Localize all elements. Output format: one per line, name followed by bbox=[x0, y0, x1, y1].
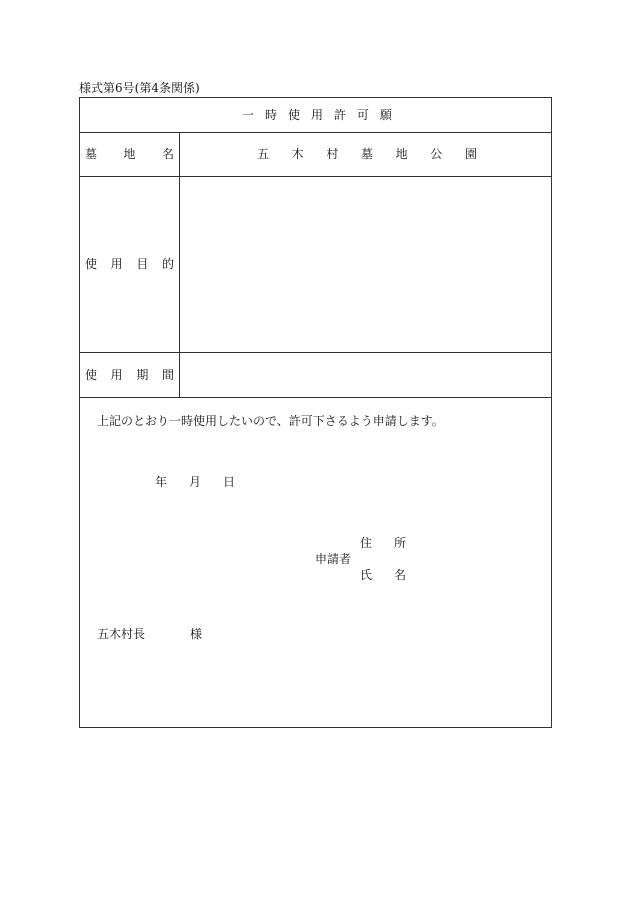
date-year: 年 bbox=[155, 475, 168, 489]
label-char: 目 bbox=[136, 257, 149, 271]
usage-period-row bbox=[80, 352, 551, 398]
usage-purpose-label-cell bbox=[80, 176, 180, 352]
field-char: 名 bbox=[393, 568, 406, 582]
field-char: 所 bbox=[393, 536, 406, 550]
label-char: 墓 bbox=[85, 147, 98, 161]
cemetery-name-value-cell bbox=[180, 132, 551, 176]
applicant-block bbox=[315, 535, 425, 582]
usage-purpose-label bbox=[85, 256, 174, 272]
usage-purpose-row bbox=[80, 176, 551, 353]
cemetery-name-value bbox=[257, 146, 477, 162]
value-char: 園 bbox=[464, 147, 477, 161]
form-reference: 様式第6号(第4条関係) bbox=[79, 81, 200, 95]
label-char: 間 bbox=[161, 367, 174, 382]
recipient-honorific: 様 bbox=[190, 627, 203, 641]
form-title-row bbox=[80, 98, 551, 133]
application-form bbox=[79, 97, 552, 728]
declaration-text: 上記のとおり一時使用したいので、許可下さるよう申請します。 bbox=[97, 414, 444, 428]
label-char: 使 bbox=[85, 257, 98, 271]
field-char: 住 bbox=[360, 536, 373, 550]
usage-period-field[interactable] bbox=[180, 352, 551, 397]
date-month: 月 bbox=[189, 475, 202, 489]
title-char: 用 bbox=[310, 108, 323, 122]
value-char: 墓 bbox=[360, 147, 373, 161]
recipient-name: 五木村長 bbox=[97, 627, 146, 641]
usage-purpose-field[interactable] bbox=[180, 176, 551, 352]
label-char: 用 bbox=[110, 257, 123, 271]
value-char: 地 bbox=[395, 147, 408, 161]
title-char: 時 bbox=[264, 108, 277, 122]
value-char: 村 bbox=[326, 147, 339, 161]
cemetery-name-label-cell bbox=[80, 132, 180, 176]
application-body bbox=[80, 398, 551, 727]
label-char: 的 bbox=[161, 257, 174, 271]
applicant-address-label bbox=[360, 535, 406, 551]
label-char: 用 bbox=[110, 367, 123, 382]
title-char: 可 bbox=[356, 108, 369, 122]
date-day: 日 bbox=[223, 475, 236, 489]
title-char: 願 bbox=[379, 108, 392, 122]
field-char: 氏 bbox=[360, 568, 373, 582]
label-char: 期 bbox=[136, 367, 149, 382]
form-title bbox=[242, 107, 392, 123]
title-char: 許 bbox=[333, 108, 346, 122]
usage-period-label-cell bbox=[80, 352, 180, 397]
title-char: 一 bbox=[242, 108, 255, 122]
usage-period-label bbox=[85, 367, 174, 383]
value-char: 木 bbox=[291, 147, 304, 161]
label-char: 地 bbox=[123, 147, 136, 161]
applicant-name-label bbox=[360, 567, 406, 583]
date-line bbox=[155, 474, 257, 490]
cemetery-name-row bbox=[80, 132, 551, 177]
cemetery-name-label bbox=[85, 146, 174, 162]
label-char: 名 bbox=[161, 147, 174, 161]
applicant-label: 申請者 bbox=[315, 552, 352, 566]
title-char: 使 bbox=[287, 108, 300, 122]
value-char: 公 bbox=[430, 147, 443, 161]
label-char: 使 bbox=[85, 367, 98, 382]
value-char: 五 bbox=[257, 147, 270, 161]
